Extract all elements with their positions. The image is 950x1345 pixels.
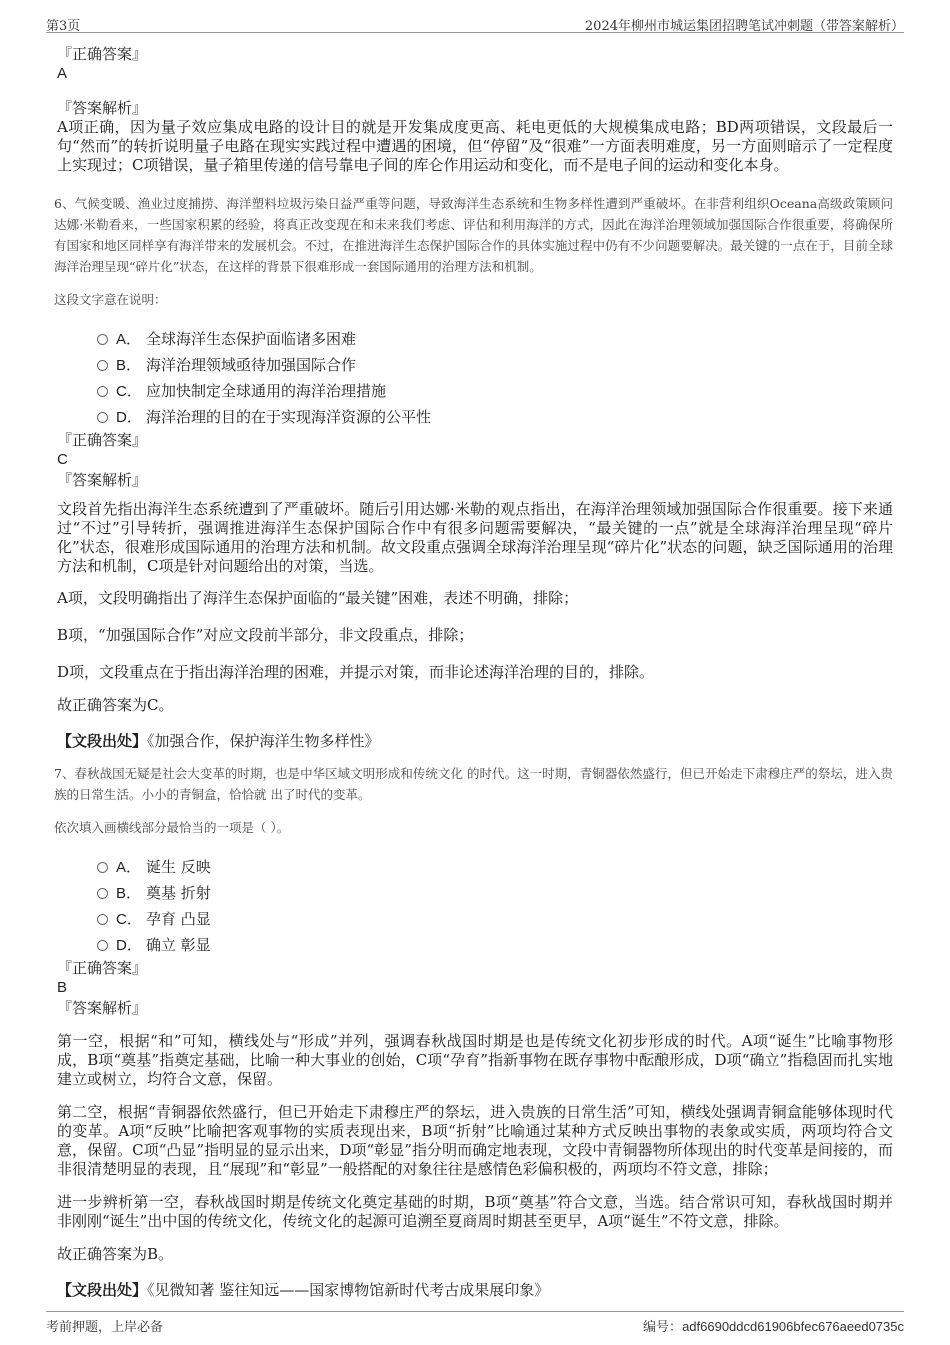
q5-analysis-label: 『答案解析』	[57, 99, 148, 117]
q7-analysis-label: 『答案解析』	[57, 999, 148, 1017]
q7-answer-label: 『正确答案』	[57, 959, 148, 977]
q7-stem: 7、春秋战国无疑是社会大变革的时期，也是中华区域文明形成和传统文化 的时代。这一时期，青铜器依然盛行，但已开始走下肃穆庄严的祭坛，进入贵族的日常生活。小小的青铜盒，恰恰就 出了时代的变革。	[54, 766, 893, 802]
radio-icon[interactable]	[97, 940, 108, 951]
q6-source: 【文段出处】《加强合作，保护海洋生物多样性》	[57, 732, 380, 750]
document-body	[54, 44, 893, 1300]
q7-option-a[interactable]: A． 诞生 反映	[97, 854, 893, 880]
q6-analysis-para: A项，文段明确指出了海洋生态保护面临的“最关键”困难，表述不明确，排除；	[57, 589, 579, 607]
q6-option-c[interactable]: C． 应加快制定全球通用的海洋治理措施	[97, 378, 893, 404]
document-title: 2024年柳州市城运集团招聘笔试冲刺题（带答案解析）	[584, 19, 904, 34]
document-code: 编号：adf6690ddcd61906bfec676aeed0735c	[643, 1319, 904, 1335]
q6-stem: 6、气候变暖、渔业过度捕捞、海洋塑料垃圾污染日益严重等问题，导致海洋生态系统和生物多样性遭到严重破坏。在非营利组织Oceana高级政策顾问达娜·米勒看来，一些国家积累的经验，将真正改变现在和未来我们考虑、评估和利用海洋的方式，因此在海洋治理领域加强国际合作很重要，将确保所有国家和地区同样享有海洋带来的发展机会。不过，在推进海洋生态保护国际合作的具体实施过程中仍有不少问题要解决。最关键的一点在于，目前全球海洋治理呈现“碎片化”状态，在这样的背景下很难形成一套国际通用的治理方法和机制。	[54, 196, 893, 274]
q7-option-d[interactable]: D． 确立 彰显	[97, 932, 893, 958]
radio-icon[interactable]	[97, 334, 108, 345]
radio-icon[interactable]	[97, 412, 108, 423]
page-header	[46, 12, 904, 33]
q6-option-a[interactable]: A． 全球海洋生态保护面临诸多困难	[97, 326, 893, 352]
q7-options	[57, 854, 893, 958]
page-footer	[46, 1311, 904, 1334]
radio-icon[interactable]	[97, 386, 108, 397]
q6-option-b[interactable]: B． 海洋治理领域亟待加强国际合作	[97, 352, 893, 378]
radio-icon[interactable]	[97, 888, 108, 899]
radio-icon[interactable]	[97, 862, 108, 873]
q5-analysis: A项正确，因为量子效应集成电路的设计目的就是开发集成度更高、耗电更低的大规模集成电路；BD两项错误，文段最后一句“然而”的转折说明量子电路在现实实践过程中遭遇的困境，但“停留”及“很难”一方面表明难度，另一方面则暗示了一定程度上实现过；C项错误，量子箱里传递的信号靠电子间的库仑作用运动和变化，而不是电子间的运动和变化本身。	[57, 118, 893, 174]
q6-analysis-para: D项，文段重点在于指出海洋治理的困难，并提示对策，而非论述海洋治理的目的，排除。	[57, 663, 655, 681]
q7-answer: B	[57, 979, 68, 996]
q7-option-b[interactable]: B． 奠基 折射	[97, 880, 893, 906]
q7-source: 【文段出处】《见微知著 鉴往知远——国家博物馆新时代考古成果展印象》	[57, 1281, 550, 1299]
q7-question: 依次填入画横线部分最恰当的一项是（ ）。	[54, 820, 290, 835]
q6-option-d[interactable]: D． 海洋治理的目的在于实现海洋资源的公平性	[97, 404, 893, 430]
q6-question: 这段文字意在说明：	[54, 292, 167, 307]
q7-analysis-para: 进一步辨析第一空，春秋战国时期是传统文化奠定基础的时期，B项“奠基”符合文意，当选。结合常识可知，春秋战国时期并非刚刚“诞生”出中国的传统文化，传统文化的起源可追溯至夏商周时期甚至更早，A项“诞生”不符文意，排除。	[57, 1193, 893, 1230]
radio-icon[interactable]	[97, 360, 108, 371]
q6-options	[57, 326, 893, 430]
q6-analysis-para: B项，“加强国际合作”对应文段前半部分，非文段重点，排除；	[57, 626, 474, 644]
q5-answer-label: 『正确答案』	[57, 45, 148, 63]
q6-answer: C	[57, 451, 68, 468]
q6-analysis-label: 『答案解析』	[57, 471, 148, 489]
q7-analysis-para: 故正确答案为B。	[57, 1245, 174, 1263]
q7-analysis-para: 第二空，根据“青铜器依然盛行，但已开始走下肃穆庄严的祭坛，进入贵族的日常生活”可知，横线处强调青铜盒能够体现时代的变革。A项“反映”比喻把客观事物的实质表现出来，B项“折射”比喻通过某种方式反映出事物的表象或实质，两项均符合文意，保留。C项“凸显”指明显的显示出来，D项“彰显”指分明而确定地表现，文段中青铜器物所体现出的时代变革是间接的，而非很清楚明显的表现，且“展现”和“彰显”一般搭配的对象往往是感情色彩偏积极的，两项均不符文意，排除；	[57, 1103, 893, 1178]
q7-option-c[interactable]: C． 孕育 凸显	[97, 906, 893, 932]
radio-icon[interactable]	[97, 914, 108, 925]
q6-analysis-para: 文段首先指出海洋生态系统遭到了严重破坏。随后引用达娜·米勒的观点指出，在海洋治理领域加强国际合作很重要。接下来通过“不过”引导转折，强调推进海洋生态保护国际合作中有很多问题需要解决，“最关键的一点”就是全球海洋治理呈现“碎片化”状态，很难形成国际通用的治理方法和机制。故文段重点强调全球海洋治理呈现“碎片化”状态的问题，缺乏国际通用的治理方法和机制，C项是针对问题给出的对策，当选。	[57, 500, 893, 575]
q6-analysis-para: 故正确答案为C。	[57, 696, 174, 714]
page-number: 第3页	[46, 19, 81, 34]
q7-analysis-para: 第一空，根据“和”可知，横线处与“形成”并列，强调春秋战国时期是也是传统文化初步形成的时代。A项“诞生”比喻事物形成，B项“奠基”指奠定基础，比喻一种大事业的创始，C项“孕育”指新事物在既存事物中酝酿形成，D项“确立”指稳固而扎实地建立或树立，均符合文意，保留。	[57, 1032, 893, 1088]
q6-answer-label: 『正确答案』	[57, 431, 148, 449]
footer-slogan: 考前押题，上岸必备	[46, 1320, 164, 1335]
q5-answer: A	[57, 65, 68, 82]
